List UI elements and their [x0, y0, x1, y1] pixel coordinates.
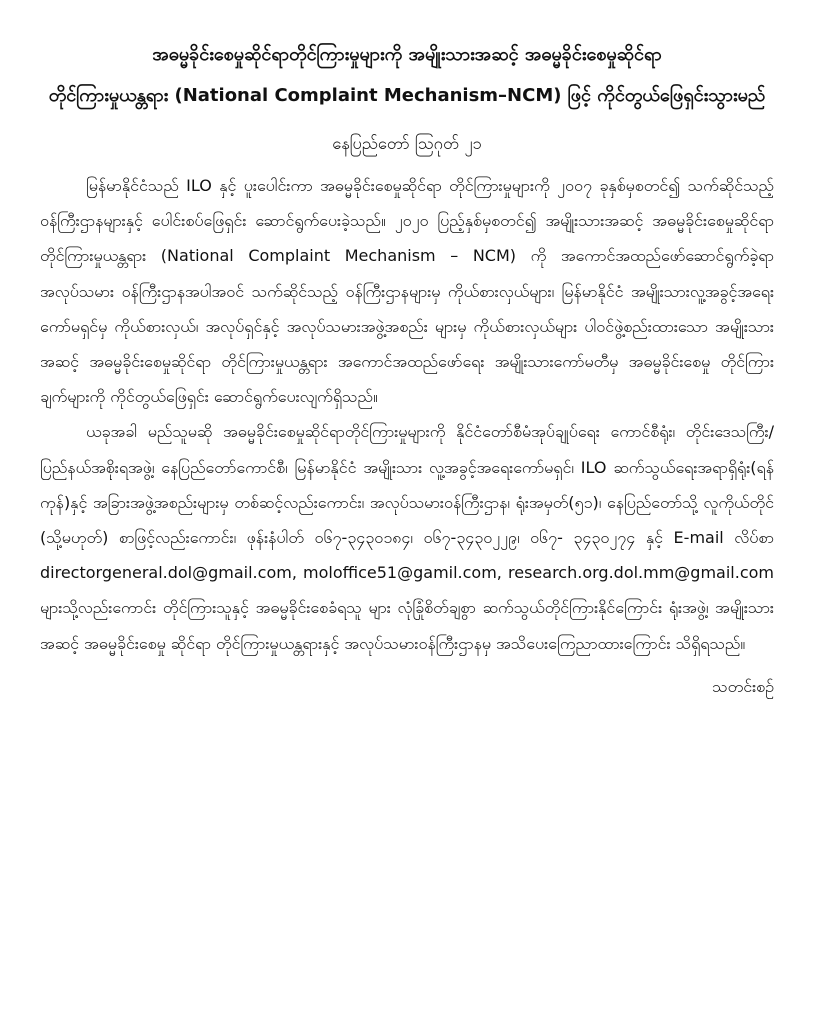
body-paragraph-2: ယခုအခါ မည်သူမဆို အဓမ္မခိုင်းစေမှုဆိုင်ရာတိုင်ကြားမှုများကို နိုင်ငံတော်စီမံအုပ်ချုပ်ရေး ကောင်စီရုံး၊ တိုင်းဒေသကြီး/ပြည်နယ်အစိုးရအဖွဲ့၊ နေပြည်တော်ကောင်စီ၊ မြန်မာနိုင်ငံ အမျိုးသား လူ့အခွင့်အရေးကော်မရှင်၊ ILO ဆက်သွယ်ရေးအရာရှိရုံး(ရန်ကုန်)နှင့် အခြားအဖွဲ့အစည်းများမှ တစ်ဆင့်လည်းကောင်း၊ အလုပ်သမားဝန်ကြီးဌာန၊ ရုံးအမှတ်(၅၁)၊ နေပြည်တော်သို့ လူကိုယ်တိုင် (သို့မဟုတ်) စာဖြင့်လည်းကောင်း၊ ဖုန်းနံပါတ် ၀၆၇-၃၄၃၀၁၈၄၊ ၀၆၇-၃၄၃၀၂၂၉၊ ၀၆၇- ၃၄၃၀၂၇၄ နှင့် E-mail လိပ်စာ directorgeneral.dol@gmail.com, moloffice51@gamil.com, research.org.dol.mm@gmail.com များသို့လည်းကောင်း တိုင်ကြားသူနှင့် အဓမ္မခိုင်းစေခံရသူ များ လုံခြုံစိတ်ချစွာ ဆက်သွယ်တိုင်ကြားနိုင်ကြောင်း ရုံးအဖွဲ့၊ အမျိုးသားအဆင့် အဓမ္မခိုင်းစေမှု ဆိုင်ရာ တိုင်ကြားမှုယန္တရားနှင့် အလုပ်သမားဝန်ကြီးဌာနမှ အသိပေးကြေညာထားကြောင်း သိရှိရသည်။ [40, 422, 774, 653]
headline-line-2: တိုင်ကြားမှုယန္တရား (National Complaint Mechanism–NCM) ဖြင့် ကိုင်တွယ်ဖြေရှင်းသွားမည် [48, 85, 766, 106]
body-paragraph-1: မြန်မာနိုင်ငံသည် ILO နှင့် ပူးပေါင်းကာ အဓမ္မခိုင်းစေမှုဆိုင်ရာ တိုင်ကြားမှုများကို ၂၀၀၇ ခုနှစ်မှစတင်၍ သက်ဆိုင်သည့် ဝန်ကြီးဌာနများနှင့် ပေါင်းစပ်ဖြေရှင်း ဆောင်ရွက်ပေးခဲ့သည်။ ၂၀၂၀ ပြည့်နှစ်မှစတင်၍ အမျိုးသားအဆင့် အဓမ္မခိုင်းစေမှုဆိုင်ရာ တိုင်ကြားမှုယန္တရား (National Complaint Mechanism – NCM) ကို အကောင်အထည်ဖော်ဆောင်ရွက်ခဲ့ရာ အလုပ်သမား ဝန်ကြီးဌာနအပါအဝင် သက်ဆိုင်သည့် ဝန်ကြီးဌာနများမှ ကိုယ်စားလှယ်များ၊ မြန်မာနိုင်ငံ အမျိုးသားလူ့အခွင့်အရေးကော်မရှင်မှ ကိုယ်စားလှယ်၊ အလုပ်ရှင်နှင့် အလုပ်သမားအဖွဲ့အစည်း များမှ ကိုယ်စားလှယ်များ ပါဝင်ဖွဲ့စည်းထားသော အမျိုးသားအဆင့် အဓမ္မခိုင်းစေမှုဆိုင်ရာ တိုင်ကြားမှုယန္တရား အကောင်အထည်ဖော်ရေး အမျိုးသားကော်မတီမှ အဓမ္မခိုင်းစေမှု တိုင်ကြား ချက်များကို ကိုင်တွယ်ဖြေရှင်း ဆောင်ရွက်ပေးလျက်ရှိသည်။ [40, 176, 774, 407]
headline-line-1: အဓမ္မခိုင်းစေမှုဆိုင်ရာတိုင်ကြားမှုများကို အမျိုးသားအဆင့် အဓမ္မခိုင်းစေမှုဆိုင်ရာ [152, 44, 662, 65]
headline [40, 34, 774, 116]
byline-source: သတင်းစဉ် [712, 676, 774, 696]
dateline: နေပြည်တော် ဩဂုတ် ၂၁ [332, 134, 482, 153]
